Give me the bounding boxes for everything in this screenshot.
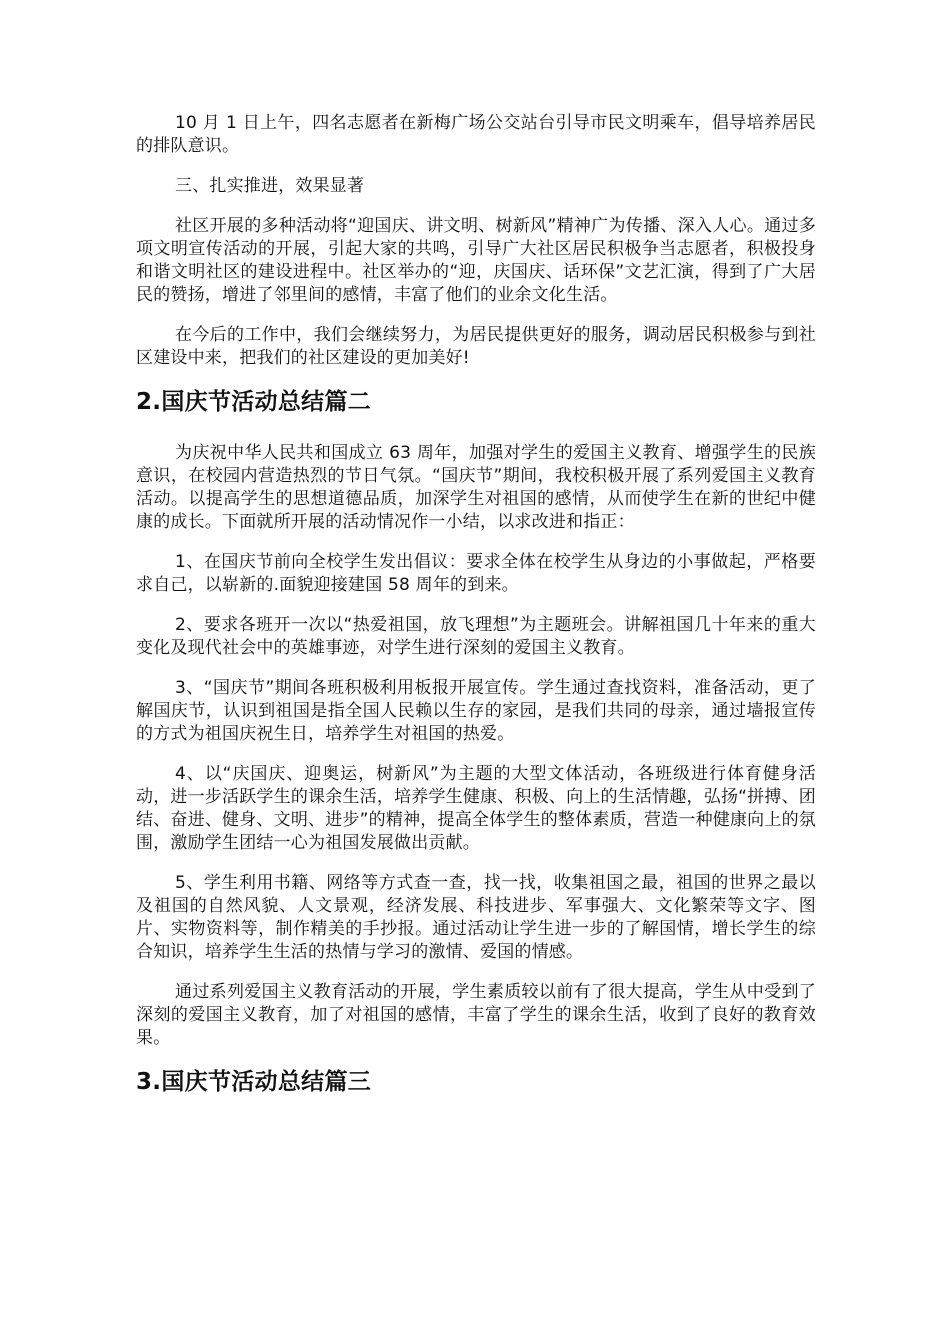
list-item-1: 1、在国庆节前向全校学生发出倡议：要求全体在校学生从身边的小事做起，严格要求自己，以崭新的.面貌迎接建国 58 周年的到来。 (136, 552, 816, 595)
list-item-5: 5、学生利用书籍、网络等方式查一查，找一找，收集祖国之最，祖国的世界之最以及祖国的自然风貌、人文景观，经济发展、科技进步、军事强大、文化繁荣等文字、图片、实物资料等，制作精美的手抄报。通过活动让学生进一步的了解国情，增长学生的综合知识，培养学生生活的热情与学习的激情、爱国的情感。 (136, 873, 816, 962)
paragraph-conclusion: 通过系列爱国主义教育活动的开展，学生素质较以前有了很大提高，学生从中受到了深刻的爱国主义教育，加了对祖国的感情，丰富了学生的课余生活，收到了良好的教育效果。 (136, 982, 816, 1048)
list-item-4: 4、以“庆国庆、迎奥运，树新风”为主题的大型文体活动，各班级进行体育健身活动，进一步活跃学生的课余生活，培养学生健康、积极、向上的生活情趣，弘扬“拼搏、团结、奋进、健身、文明、进步”的精神，提高全体学生的整体素质，营造一种健康向上的氛围，激励学生团结一心为祖国发展做出贡献。 (136, 764, 816, 853)
list-item-2: 2、要求各班开一次以“热爱祖国，放飞理想”为主题班会。讲解祖国几十年来的重大变化及现代社会中的英雄事迹，对学生进行深刻的爱国主义教育。 (136, 615, 816, 658)
paragraph-community-activities: 社区开展的多种活动将“迎国庆、讲文明、树新风”精神广为传播、深入人心。通过多项文明宣传活动的开展，引起大家的共鸣，引导广大社区居民积极争当志愿者，积极投身和谐文明社区的建设进程中。社区举办的“迎，庆国庆、话环保”文艺汇演，得到了广大居民的赞扬，增进了邻里间的感情，丰富了他们的业余文化生活。 (136, 216, 816, 305)
paragraph-future-work: 在今后的工作中，我们会继续努力，为居民提供更好的服务，调动居民积极参与到社区建设中来，把我们的社区建设的更加美好! (136, 325, 816, 368)
section-heading-3: 3.国庆节活动总结篇三 (136, 1069, 372, 1095)
document-page (136, 112, 816, 1122)
list-item-3: 3、“国庆节”期间各班积极利用板报开展宣传。学生通过查找资料，准备活动，更了解国庆节，认识到祖国是指全国人民赖以生存的家园，是我们共同的母亲，通过墙报宣传的方式为祖国庆祝生日，培养学生对祖国的热爱。 (136, 678, 816, 744)
paragraph-intro: 为庆祝中华人民共和国成立 63 周年，加强对学生的爱国主义教育、增强学生的民族意识，在校园内营造热烈的节日气氛。“国庆节”期间，我校积极开展了系列爱国主义教育活动。以提高学生的思想道德品质，加深学生对祖国的感情，从而使学生在新的世纪中健康的成长。下面就所开展的活动情况作一小结，以求改进和指正： (136, 443, 816, 532)
subheading-results: 三、扎实推进，效果显著 (175, 176, 365, 196)
paragraph-volunteers: 10 月 1 日上午，四名志愿者在新梅广场公交站台引导市民文明乘车，倡导培养居民的排队意识。 (136, 113, 816, 156)
section-heading-2: 2.国庆节活动总结篇二 (136, 389, 372, 415)
